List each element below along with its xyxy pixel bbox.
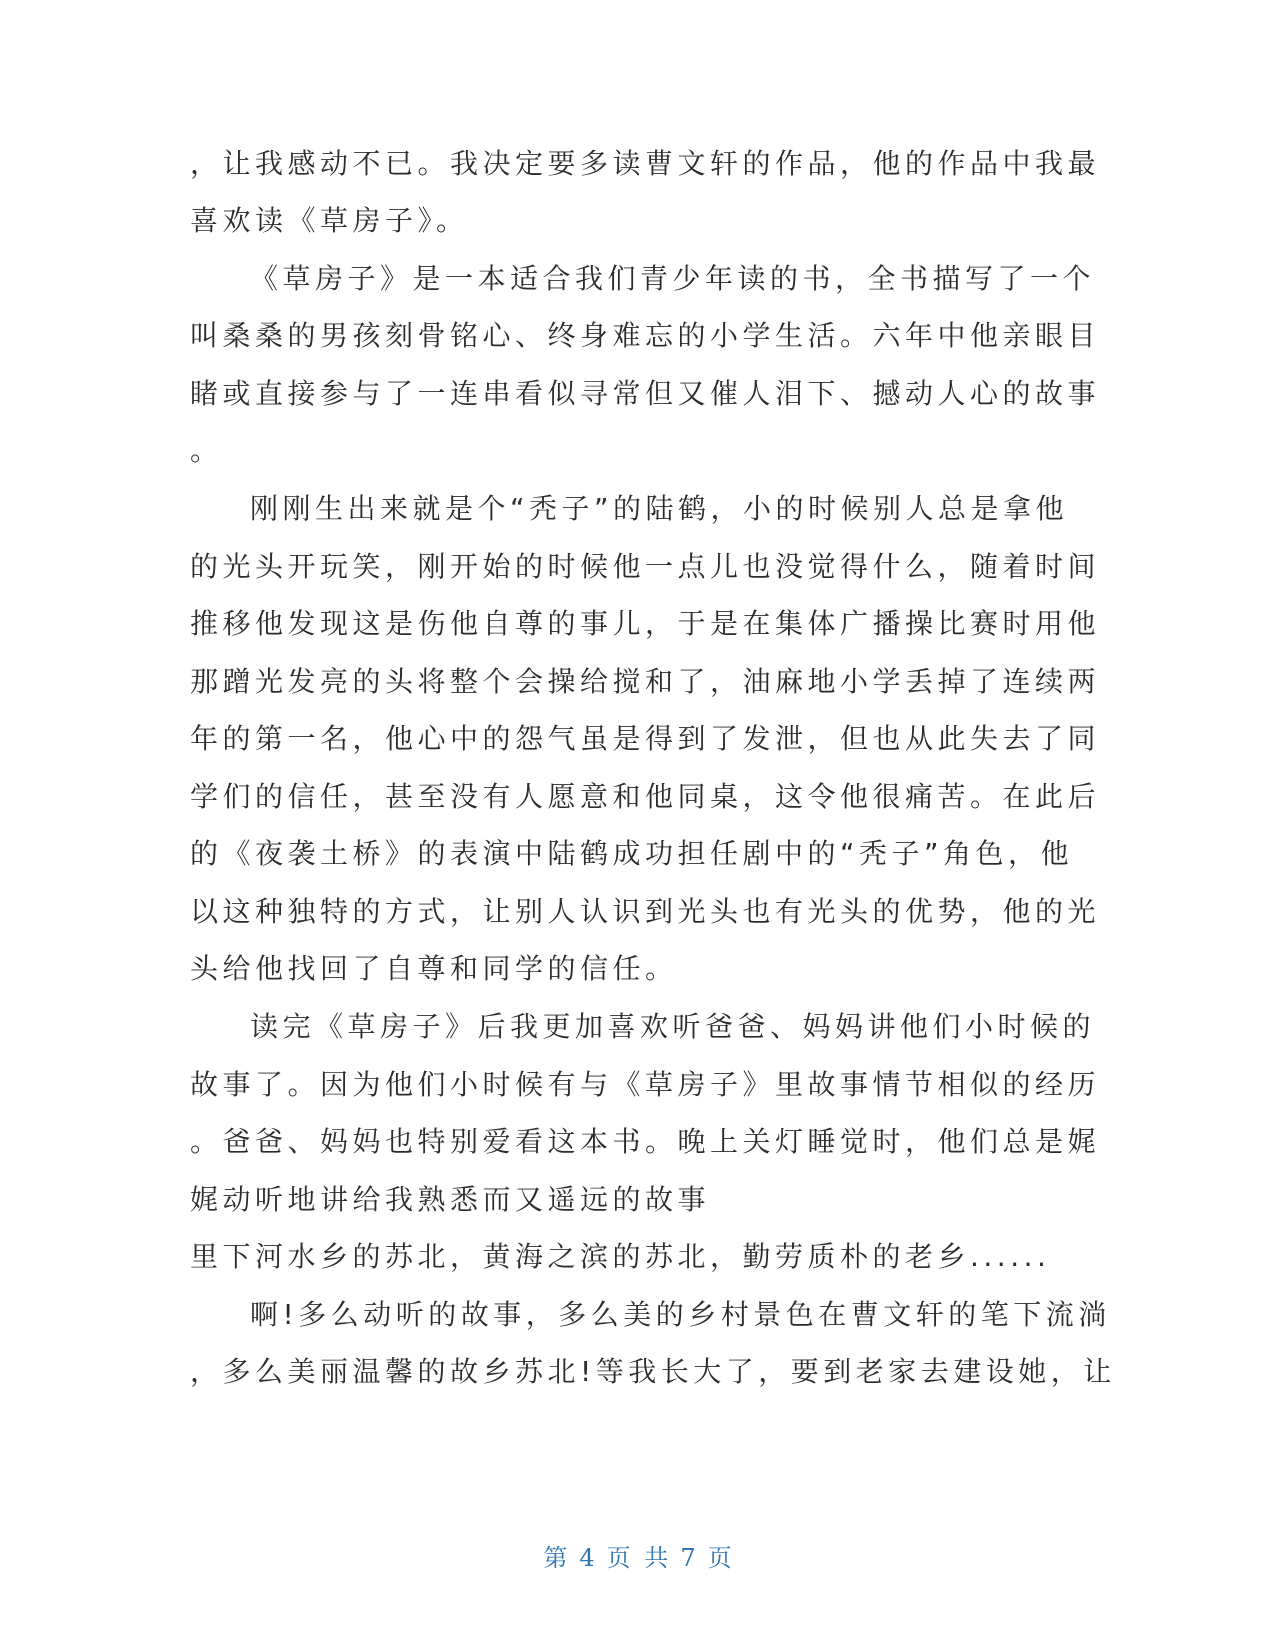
text-line: 的《夜袭土桥》的表演中陆鹤成功担任剧中的“秃子”角色，他 bbox=[190, 837, 1074, 870]
text-line: 睹或直接参与了一连串看似寻常但又催人泪下、撼动人心的故事 bbox=[190, 377, 1101, 410]
text-line: 喜欢读《草房子》。 bbox=[190, 204, 469, 237]
footer-page-number: 4 bbox=[579, 1544, 595, 1572]
footer-suffix: 页 bbox=[707, 1544, 732, 1572]
paragraph-start-line: 啊!多么动听的故事，多么美的乡村景色在曹文轩的笔下流淌 bbox=[250, 1298, 1111, 1331]
text-line: 故事了。因为他们小时候有与《草房子》里故事情节相似的经历 bbox=[190, 1068, 1101, 1101]
footer-prefix: 第 bbox=[543, 1544, 568, 1572]
text-line: 里下河水乡的苏北，黄海之滨的苏北，勤劳质朴的老乡...... bbox=[190, 1240, 1051, 1273]
text-line: 那蹭光发亮的头将整个会操给搅和了，油麻地小学丢掉了连续两 bbox=[190, 665, 1101, 698]
paragraph-start-line: 刚刚生出来就是个“秃子”的陆鹤，小的时候别人总是拿他 bbox=[250, 492, 1069, 525]
page-footer bbox=[0, 1538, 1275, 1573]
text-line: ，让我感动不已。我决定要多读曹文轩的作品，他的作品中我最 bbox=[190, 147, 1101, 180]
text-line: 头给他找回了自尊和同学的信任。 bbox=[190, 952, 678, 985]
text-line: 推移他发现这是伤他自尊的事儿，于是在集体广播操比赛时用他 bbox=[190, 607, 1101, 640]
text-line: 的光头开玩笑，刚开始的时候他一点儿也没觉得什么，随着时间 bbox=[190, 550, 1101, 583]
text-line: 。爸爸、妈妈也特别爱看这本书。晚上关灯睡觉时，他们总是娓 bbox=[190, 1125, 1101, 1158]
text-line: 叫桑桑的男孩刻骨铭心、终身难忘的小学生活。六年中他亲眼目 bbox=[190, 319, 1101, 352]
text-line: 以这种独特的方式，让别人认识到光头也有光头的优势，他的光 bbox=[190, 895, 1101, 928]
text-line: 。 bbox=[190, 434, 223, 467]
paragraph-start-line: 读完《草房子》后我更加喜欢听爸爸、妈妈讲他们小时候的 bbox=[250, 1010, 1096, 1043]
footer-total-pages: 7 bbox=[680, 1544, 696, 1572]
text-line: ，多么美丽温馨的故乡苏北!等我长大了，要到老家去建设她，让 bbox=[190, 1355, 1116, 1388]
text-line: 学们的信任，甚至没有人愿意和他同桌，这令他很痛苦。在此后 bbox=[190, 780, 1101, 813]
text-line: 年的第一名，他心中的怨气虽是得到了发泄，但也从此失去了同 bbox=[190, 722, 1101, 755]
paragraph-start-line: 《草房子》是一本适合我们青少年读的书，全书描写了一个 bbox=[250, 262, 1096, 295]
footer-middle: 页 共 bbox=[606, 1544, 669, 1572]
text-line: 娓动听地讲给我熟悉而又遥远的故事 bbox=[190, 1183, 711, 1216]
